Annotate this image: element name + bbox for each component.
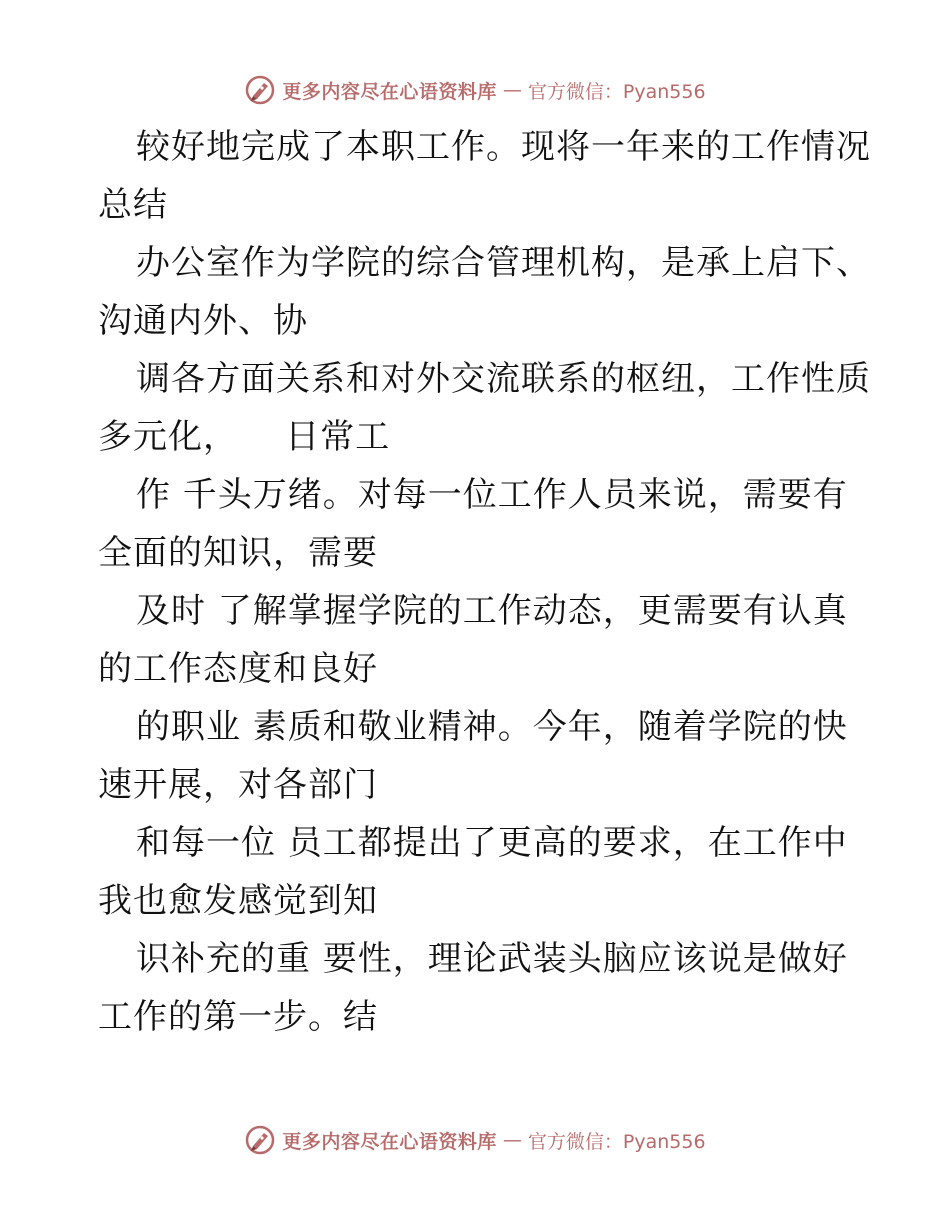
body-line: 调各方面关系和对外交流联系的枢纽，工作性质 bbox=[136, 359, 871, 399]
header-brand bbox=[244, 74, 705, 106]
header-separator: — bbox=[502, 79, 522, 101]
body-line: 的职业 素质和敬业精神。今年，随着学院的快 bbox=[136, 707, 848, 747]
footer-separator: — bbox=[502, 1129, 522, 1151]
footer-brand-text: 更多内容尽在心语资料库 bbox=[282, 1130, 497, 1153]
document-body bbox=[98, 118, 878, 1046]
body-line: 总结 bbox=[98, 185, 168, 225]
pen-nib-logo-icon bbox=[244, 74, 276, 106]
page-footer bbox=[0, 1120, 950, 1160]
header-brand-text: 更多内容尽在心语资料库 bbox=[282, 80, 497, 103]
body-line: 沟通内外、协 bbox=[98, 301, 308, 341]
footer-brand bbox=[244, 1124, 705, 1156]
body-line: 及时 了解掌握学院的工作动态，更需要有认真 bbox=[136, 591, 848, 631]
body-line: 多元化， 日常工 bbox=[98, 417, 391, 457]
body-line: 的工作态度和良好 bbox=[98, 649, 378, 689]
body-line: 较好地完成了本职工作。现将一年来的工作情况 bbox=[136, 127, 871, 167]
body-line: 速开展，对各部门 bbox=[98, 765, 378, 805]
body-line: 全面的知识，需要 bbox=[98, 533, 378, 573]
body-line: 识补充的重 要性，理论武装头脑应该说是做好 bbox=[136, 939, 848, 979]
body-line: 作 千头万绪。对每一位工作人员来说，需要有 bbox=[136, 475, 848, 515]
page-header bbox=[0, 70, 950, 110]
body-line: 和每一位 员工都提出了更高的要求，在工作中 bbox=[136, 823, 848, 863]
body-line: 办公室作为学院的综合管理机构，是承上启下、 bbox=[136, 243, 871, 283]
body-line: 工作的第一步。结 bbox=[98, 997, 378, 1037]
pen-nib-logo-icon bbox=[244, 1124, 276, 1156]
body-line: 我也愈发感觉到知 bbox=[98, 881, 378, 921]
header-wechat-text: 官方微信：Pyan556 bbox=[527, 80, 706, 103]
footer-wechat-text: 官方微信：Pyan556 bbox=[527, 1130, 706, 1153]
